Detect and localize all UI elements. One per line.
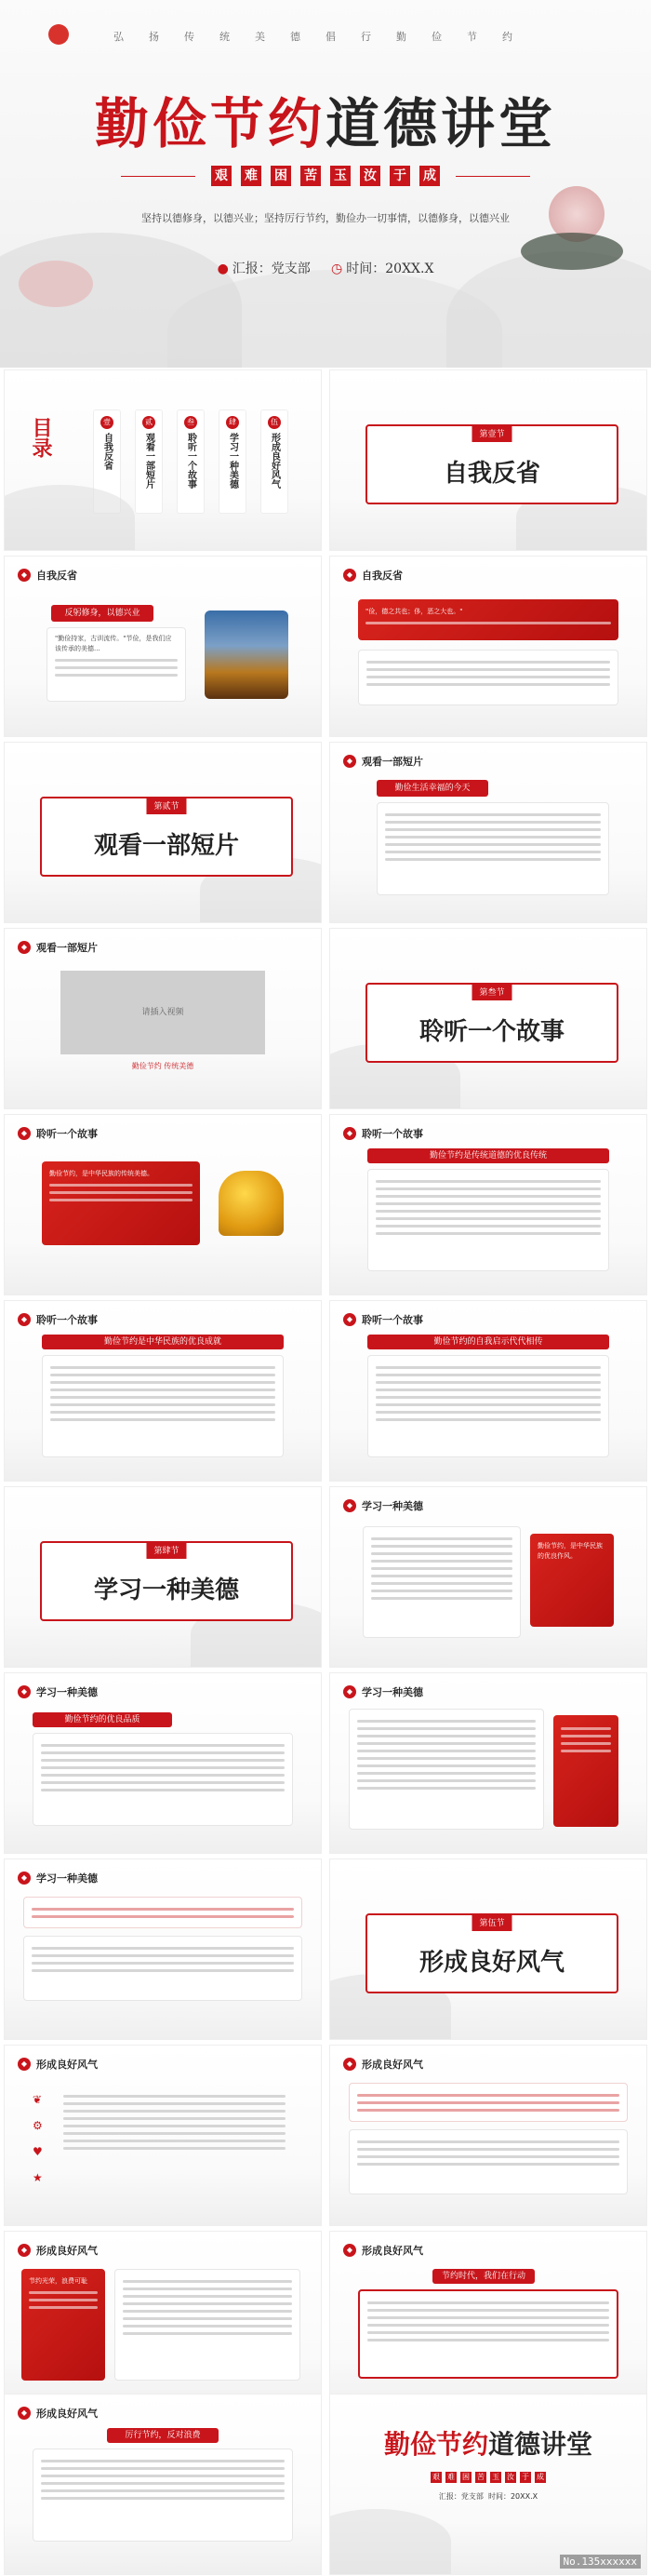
slide-reflect-1 [5,557,321,736]
bullet-icon: ◆ [18,2058,31,2071]
text-card [114,2269,300,2381]
subtitle-char: 难 [241,166,261,186]
subtitle-char: 成 [419,166,440,186]
bullet-icon: ◆ [343,1685,356,1698]
slide-story-2 [330,1115,646,1295]
toc-label: 观看一部短片 [143,433,154,489]
topic-bar: 勤俭节约的优良品质 [33,1712,172,1727]
user-icon: ● [217,262,229,276]
topic-bar: 勤俭节约是传统道德的优良传统 [367,1148,609,1163]
slide-header [343,568,403,583]
quote-card [553,1715,618,1827]
bullet-icon: ◆ [343,2244,356,2257]
toc-label: 聆听一个故事 [185,433,196,489]
cover-slide [0,0,651,368]
slide-header [18,2057,98,2072]
topic-bar: 勤俭节约的自我启示代代相传 [367,1335,609,1349]
gear-icon: ⚙ [33,2119,43,2132]
slide-style-5 [5,2395,321,2574]
slide-header-title: 观看一部短片 [36,942,98,954]
text-card [33,2449,293,2542]
slide-header-title: 形成良好风气 [36,2059,98,2071]
topic-bar: 勤俭节约是中华民族的优良成就 [42,1335,284,1349]
text-card [349,1709,544,1830]
cover-slogan: 坚持以德修身，以德兴业；坚持厉行节约，勤俭办一切事情，以德修身，以德兴业 [141,212,510,224]
star-icon: ★ [33,2171,43,2184]
slide-style-1 [5,2046,321,2225]
text-card [42,1355,284,1457]
reporter-text: 汇报：党支部 [232,262,311,276]
text-card [367,1355,609,1457]
topic-bar: 反躬修身，以德兴业 [51,605,153,622]
section-tag: 第伍节 [472,1913,512,1931]
slide-ending [330,2395,646,2574]
slide-header-title: 聆听一个故事 [36,1314,98,1326]
lotus-leaf-icon [521,233,623,270]
end-title-red: 勤俭节约 [383,2429,488,2460]
quote-card [21,2269,105,2381]
slide-header-title: 形成良好风气 [36,2245,98,2257]
slide-header-title: 自我反省 [36,570,77,582]
slide-header-title: 观看一部短片 [362,756,423,768]
toc-number: 叁 [184,416,197,429]
toc-item[interactable] [135,409,163,514]
slide-story-4 [330,1301,646,1481]
subtitle-char: 汝 [507,2473,514,2481]
subtitle-char: 艰 [432,2473,440,2481]
text-card [46,627,186,702]
toc-number: 壹 [100,416,113,429]
heart-icon: ♥ [33,2145,43,2158]
slide-header-title: 聆听一个故事 [362,1314,423,1326]
subtitle-char: 难 [447,2473,455,2481]
watermark: No.135xxxxxx [560,2555,641,2569]
slide-film-1 [330,743,646,922]
section-title: 学习一种美德 [93,1576,239,1604]
bullet-icon: ◆ [18,941,31,954]
bullet-icon: ◆ [18,2244,31,2257]
subtitle-char: 玉 [330,166,351,186]
lotus-flower-icon [19,261,93,307]
slide-style-4 [330,2232,646,2411]
slide-header [343,1684,423,1699]
section-title: 聆听一个故事 [418,1018,565,1046]
slide-header [18,1871,98,1885]
video-placeholder[interactable] [60,971,265,1054]
section-title: 自我反省 [443,460,540,488]
slide-virtue-2 [5,1673,321,1853]
quote-text: "俭，德之共也；侈，恶之大也。" [365,608,463,615]
slide-header-title: 学习一种美德 [36,1872,98,1885]
slide-reflect-2 [330,557,646,736]
quote-text: 节约光荣，浪费可耻 [29,2277,87,2285]
photo [205,610,288,699]
ink-mountain [330,2509,451,2574]
toc-title: 目录 [29,417,53,458]
time-text: 时间：20XX.X [487,2492,538,2501]
slide-header [343,2243,423,2258]
subtitle-char: 于 [390,166,410,186]
text-card [56,2085,293,2198]
section-box [365,983,618,1063]
slide-header [18,940,98,955]
cover-subtitle [0,166,651,186]
slide-section-4 [5,1487,321,1667]
bullet-icon: ◆ [343,1313,356,1326]
slide-header [343,1498,423,1513]
bullet-icon: ◆ [18,1685,31,1698]
slide-header [343,2057,423,2072]
bullet-icon: ◆ [18,1872,31,1885]
toc-label: 形成良好风气 [269,433,280,489]
slide-header-title: 形成良好风气 [362,2059,423,2071]
slide-film-2 [5,929,321,1108]
slide-header [18,1126,98,1141]
slide-virtue-1 [330,1487,646,1667]
section-box [365,424,618,504]
bullet-icon: ◆ [18,1127,31,1140]
bullet-icon: ◆ [18,569,31,582]
slide-story-3 [5,1301,321,1481]
slide-header [343,754,423,769]
section-tag: 第叁节 [472,983,512,1000]
subtitle-char: 于 [522,2473,529,2481]
subtitle-char: 汝 [360,166,380,186]
text-card [23,1936,302,2001]
text-card [349,2083,628,2122]
reporter-text: 汇报：党支部 [438,2492,484,2501]
text-card [363,1526,521,1638]
subtitle-char: 困 [271,166,291,186]
section-title: 观看一部短片 [93,832,239,860]
toc-label: 学习一种美德 [227,433,238,489]
section-tag: 第壹节 [472,424,512,442]
slide-header [18,1684,98,1699]
quote-card [42,1161,200,1245]
card-text: "勤俭持家，古训流传。"节俭，是我们应该传承的美德... [55,635,172,652]
bullet-icon: ◆ [18,2407,31,2420]
topic-bar: 节约时代，我们在行动 [432,2269,535,2284]
time-text: 时间：20XX.X [346,262,434,276]
bullet-icon: ◆ [343,1499,356,1512]
slide-header-title: 聆听一个故事 [362,1128,423,1140]
slide-header-title: 学习一种美德 [362,1686,423,1698]
slide-header [18,2243,98,2258]
slide-header-title: 学习一种美德 [36,1686,98,1698]
subtitle-char: 苦 [477,2473,485,2481]
subtitle-char: 困 [462,2473,470,2481]
golden-lion-icon [219,1171,284,1236]
toc-item[interactable] [177,409,205,514]
slide-section-5 [330,1859,646,2039]
topic-bar: 厉行节约，反对浪费 [107,2428,219,2443]
leaf-icon: ❦ [33,2093,43,2106]
section-box [40,1541,293,1621]
slide-header-title: 学习一种美德 [362,1500,423,1512]
slide-toc [5,370,321,550]
end-subtitle [330,2465,646,2483]
end-meta [330,2491,646,2502]
section-tag: 第肆节 [146,1541,186,1559]
video-placeholder-text: 请插入视频 [141,1008,184,1017]
slide-header [343,1126,423,1141]
slide-header [18,2406,98,2421]
section-title: 形成良好风气 [418,1949,565,1977]
text-card [367,1169,609,1271]
topic-bar: 勤俭生活幸福的今天 [377,780,488,797]
end-title-dark: 道德讲堂 [488,2429,593,2460]
text-card [349,2129,628,2194]
text-card [377,802,609,895]
bullet-icon: ◆ [343,1127,356,1140]
cover-tagline: 弘扬传统美德倡行勤俭节约 [113,31,538,43]
section-box [40,797,293,877]
slide-section-3 [330,929,646,1108]
bullet-icon: ◆ [343,755,356,768]
slide-header-title: 形成良好风气 [36,2408,98,2420]
clock-icon: ◷ [331,262,343,276]
ink-mountain [5,485,135,550]
slide-header-title: 聆听一个故事 [36,1128,98,1140]
section-box [365,1913,618,1993]
text-card [23,1897,302,1928]
slide-section-1 [330,370,646,550]
slide-virtue-3 [330,1673,646,1853]
toc-number: 伍 [268,416,281,429]
end-title [330,2424,646,2462]
toc-item[interactable] [260,409,288,514]
quote-card [358,599,618,640]
cover-title-red: 勤俭节约 [94,92,326,155]
quote-text: 勤俭节约，是中华民族的优良作风。 [538,1542,603,1560]
icon-column [33,2086,43,2191]
quote-card [530,1534,614,1627]
text-card [358,2289,618,2379]
subtitle-char: 艰 [211,166,232,186]
slide-header-title: 自我反省 [362,570,403,582]
text-card [33,1733,293,1826]
slide-header [18,568,77,583]
slide-virtue-4 [5,1859,321,2039]
subtitle-char: 玉 [492,2473,499,2481]
slide-style-3 [5,2232,321,2411]
toc-label: 自我反省 [101,433,113,470]
slide-header-title: 形成良好风气 [362,2245,423,2257]
slide-section-2 [5,743,321,922]
section-tag: 第贰节 [146,797,186,814]
subtitle-char: 成 [537,2473,544,2481]
video-caption: 勤俭节约 传统美德 [131,1062,194,1070]
bullet-icon: ◆ [343,2058,356,2071]
bullet-icon: ◆ [343,569,356,582]
bullet-icon: ◆ [18,1313,31,1326]
quote-text: 勤俭节约，是中华民族的传统美德。 [49,1170,153,1177]
toc-number: 肆 [226,416,239,429]
toc-item[interactable] [219,409,246,514]
subtitle-char: 苦 [300,166,321,186]
cover-title [0,80,651,158]
text-card [358,650,618,705]
slide-style-2 [330,2046,646,2225]
slide-header [18,1312,98,1327]
cover-title-dark: 道德讲堂 [326,92,557,155]
slide-header [343,1312,423,1327]
toc-number: 贰 [142,416,155,429]
slide-story-1 [5,1115,321,1295]
